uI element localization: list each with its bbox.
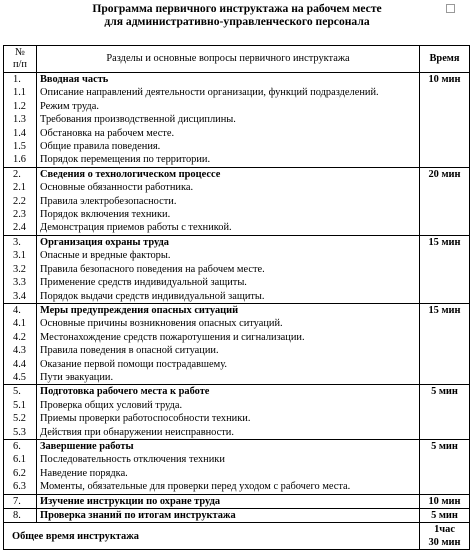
document-title [0, 2, 474, 28]
item-number: 6.3 [13, 481, 26, 493]
section-number: 6. [13, 440, 21, 452]
table-body [4, 73, 470, 523]
section-title: Проверка знаний по итогам инструктажа [40, 510, 236, 521]
item-text: Наведение порядка. [40, 467, 128, 479]
item-text: Режим труда. [40, 100, 99, 112]
item-number: 1.5 [13, 141, 26, 153]
title-line-1: Программа первичного инструктажа на рабочем месте [92, 2, 382, 15]
item-number: 1.2 [13, 100, 26, 112]
item-number: 5.3 [13, 426, 26, 438]
item-number: 4.1 [13, 318, 26, 330]
item-number: 6.1 [13, 454, 26, 466]
section-number-cell [4, 73, 37, 168]
section-number: 4. [13, 304, 21, 316]
item-text: Описание направлений деятельности организации, функций подразделений. [40, 87, 379, 99]
section-time: 5 мин [420, 439, 470, 494]
item-number: 2.1 [13, 182, 26, 194]
section-row [4, 167, 470, 235]
header-time: Время [420, 46, 470, 73]
section-number-cell [4, 439, 37, 494]
section-content-cell [37, 385, 420, 440]
section-number-cell [4, 303, 37, 384]
section-title: Вводная часть [40, 74, 109, 85]
section-number-cell [4, 494, 37, 508]
section-number: 3. [13, 236, 21, 248]
item-number: 3.4 [13, 290, 26, 302]
total-time-line2: 30 мин [428, 537, 461, 549]
total-row [4, 523, 470, 550]
section-row [4, 235, 470, 303]
header-number [4, 46, 37, 73]
item-text: Основные обязанности работника. [40, 182, 194, 194]
section-time: 20 мин [420, 167, 470, 235]
header-number-line1: № [15, 47, 25, 58]
section-content-cell [37, 73, 420, 168]
item-text: Последовательность отключения техники [40, 454, 225, 466]
section-row [4, 73, 470, 168]
section-number-cell [4, 235, 37, 303]
table-header-row [4, 46, 470, 73]
section-row [4, 509, 470, 523]
section-time: 5 мин [420, 385, 470, 440]
section-row [4, 385, 470, 440]
item-text: Моменты, обязательные для проверки перед уходом с рабочего места. [40, 481, 351, 493]
item-number: 4.5 [13, 371, 26, 383]
item-text: Основные причины возникновения опасных ситуаций. [40, 318, 283, 330]
item-number: 3.3 [13, 277, 26, 289]
title-line-2: для административно-управленческого персонала [104, 15, 370, 28]
section-title: Организация охраны труда [40, 236, 169, 248]
header-number-line2: п/п [12, 59, 27, 70]
section-number: 1. [13, 74, 21, 85]
section-number-cell [4, 509, 37, 523]
section-title: Подготовка рабочего места к работе [40, 386, 210, 398]
header-sections: Разделы и основные вопросы первичного инструктажа [37, 46, 420, 73]
section-time: 15 мин [420, 303, 470, 384]
item-text: Общие правила поведения. [40, 141, 161, 153]
section-content-cell [37, 167, 420, 235]
item-number: 1.6 [13, 154, 26, 166]
section-content-cell [37, 509, 420, 523]
section-number: 7. [13, 495, 21, 507]
section-title: Сведения о технологическом процессе [40, 168, 221, 180]
instruction-program-table [3, 45, 470, 550]
section-number: 8. [13, 510, 21, 521]
item-number: 2.4 [13, 222, 26, 234]
item-number: 2.3 [13, 209, 26, 221]
item-text: Демонстрация приемов работы с техникой. [40, 222, 232, 234]
section-content-cell [37, 439, 420, 494]
item-text: Местонахождение средств пожаротушения и сигнализации. [40, 331, 305, 343]
section-title: Завершение работы [40, 440, 134, 452]
item-text: Действия при обнаружении неисправности. [40, 426, 234, 438]
section-time: 15 мин [420, 235, 470, 303]
item-number: 5.2 [13, 413, 26, 425]
section-time: 5 мин [420, 509, 470, 523]
item-text: Порядок включения техники. [40, 209, 171, 221]
item-number: 5.1 [13, 399, 26, 411]
section-content-cell [37, 235, 420, 303]
item-text: Правила безопасного поведения на рабочем месте. [40, 263, 265, 275]
item-text: Правила электробезопасности. [40, 195, 177, 207]
section-row [4, 494, 470, 508]
item-text: Опасные и вредные факторы. [40, 250, 171, 262]
item-number: 1.4 [13, 127, 26, 139]
item-number: 4.4 [13, 358, 26, 370]
section-number: 5. [13, 386, 21, 398]
section-time: 10 мин [420, 73, 470, 168]
item-text: Правила поведения в опасной ситуации. [40, 345, 219, 357]
section-content-cell [37, 494, 420, 508]
item-text: Требования производственной дисциплины. [40, 114, 236, 126]
item-number: 6.2 [13, 467, 26, 479]
item-number: 4.2 [13, 331, 26, 343]
section-content-cell [37, 303, 420, 384]
section-number-cell [4, 385, 37, 440]
checkbox-icon[interactable] [446, 4, 455, 13]
section-row [4, 439, 470, 494]
item-number: 1.3 [13, 114, 26, 126]
item-text: Приемы проверки работоспособности техники. [40, 413, 251, 425]
section-time: 10 мин [420, 494, 470, 508]
section-number: 2. [13, 168, 21, 180]
item-number: 3.2 [13, 263, 26, 275]
section-row [4, 303, 470, 384]
item-text: Оказание первой помощи пострадавшему. [40, 358, 227, 370]
section-title: Изучение инструкции по охране труда [40, 495, 221, 507]
section-title: Меры предупреждения опасных ситуаций [40, 304, 239, 316]
item-number: 4.3 [13, 345, 26, 357]
item-number: 1.1 [13, 87, 26, 99]
item-text: Порядок выдачи средств индивидуальной защиты. [40, 290, 265, 302]
total-time [420, 523, 470, 550]
item-text: Проверка общих условий труда. [40, 399, 183, 411]
item-number: 2.2 [13, 195, 26, 207]
section-number-cell [4, 167, 37, 235]
total-time-line1: 1час [434, 524, 455, 536]
total-label: Общее время инструктажа [4, 523, 420, 550]
item-text: Применение средств индивидуальной защиты. [40, 277, 247, 289]
item-number: 3.1 [13, 250, 26, 262]
item-text: Порядок перемещения по территории. [40, 154, 211, 166]
item-text: Обстановка на рабочем месте. [40, 127, 175, 139]
item-text: Пути эвакуации. [40, 371, 114, 383]
